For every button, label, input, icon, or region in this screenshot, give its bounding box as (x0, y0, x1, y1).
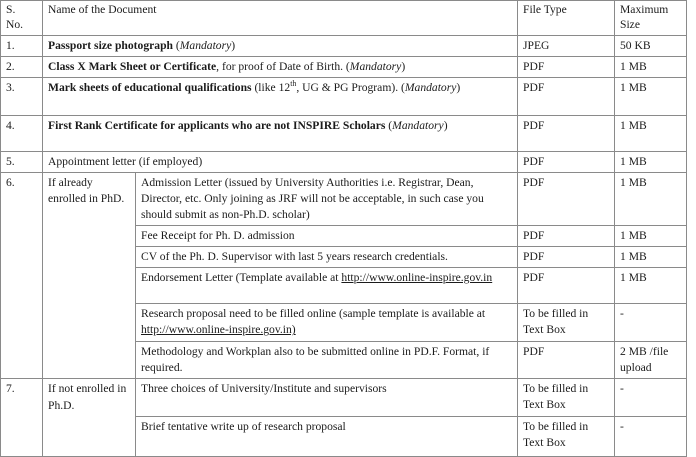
inspire-portal-link[interactable]: http://www.online-inspire.gov.in (341, 271, 493, 285)
row-max-size: 1 MB (615, 151, 687, 172)
row-category-label: If already enrolled in PhD. (43, 172, 136, 379)
subrow-document-name (136, 268, 518, 304)
row-file-type: JPEG (518, 35, 615, 56)
row-file-type: PDF (518, 56, 615, 77)
row-serial-number: 3. (1, 77, 43, 115)
file-type-line-1: To be filled in (523, 307, 589, 321)
document-name-tail: ) (231, 38, 236, 52)
subrow-document-name (136, 304, 518, 341)
table-row (1, 35, 687, 56)
subrow-max-size: 1 MB (615, 268, 687, 304)
endorsement-text: Endorsement Letter (Template available at (141, 271, 342, 285)
subrow-file-type: PDF (518, 247, 615, 268)
row-max-size: 50 KB (615, 35, 687, 56)
document-name-rest: , for proof of Date of Birth. ( (216, 59, 350, 73)
column-header-document-name: Name of the Document (43, 1, 518, 36)
ordinal-superscript: th (290, 78, 297, 88)
document-name-bold: Passport size photograph (48, 38, 173, 52)
subrow-max-size: - (615, 379, 687, 417)
header-row (1, 1, 687, 36)
file-type-line-1: To be filled in (523, 382, 589, 396)
row-serial-number: 7. (1, 379, 43, 457)
table-row (1, 115, 687, 151)
column-header-maximum-size (615, 1, 687, 36)
document-name-tail: ) (401, 59, 406, 73)
inspire-portal-link[interactable]: http://www.online-inspire.gov.in) (141, 323, 296, 337)
subrow-file-type: PDF (518, 172, 615, 226)
max-size-header-line-1: Maximum (620, 3, 669, 16)
document-name-rest: ( (385, 118, 393, 132)
subrow-max-size: - (615, 417, 687, 457)
subrow-max-size: - (615, 304, 687, 341)
row-max-size: 1 MB (615, 56, 687, 77)
max-size-line-2: upload (620, 360, 652, 374)
document-name-tail: ) (443, 118, 448, 132)
subrow-document-name: CV of the Ph. D. Supervisor with last 5 years research credentials. (136, 247, 518, 268)
mandatory-marker: Mandatory (404, 80, 457, 94)
mandatory-marker: Mandatory (179, 38, 232, 52)
subrow-file-type (518, 304, 615, 341)
row-document-name (43, 56, 518, 77)
row-document-name (43, 115, 518, 151)
max-size-header-line-2: Size (620, 17, 640, 31)
row-max-size: 1 MB (615, 115, 687, 151)
file-type-line-2: Text Box (523, 436, 566, 450)
subrow-document-name: Admission Letter (issued by University Authorities i.e. Registrar, Dean, Director, etc. Only joining as JRF will not be acceptable, in such case you should submit as non-Ph.D. scholar) (136, 172, 518, 226)
row-serial-number: 1. (1, 35, 43, 56)
row-document-name: Appointment letter (if employed) (43, 151, 518, 172)
table-header (1, 1, 687, 36)
subrow-max-size: 1 MB (615, 226, 687, 247)
subrow-max-size (615, 341, 687, 378)
subrow-max-size: 1 MB (615, 172, 687, 226)
document-name-rest: (like 12 (251, 80, 291, 94)
row-serial-number: 2. (1, 56, 43, 77)
table-row (1, 56, 687, 77)
subrow-document-name: Fee Receipt for Ph. D. admission (136, 226, 518, 247)
column-header-file-type: File Type (518, 1, 615, 36)
subrow-document-name: Brief tentative write up of research proposal (136, 417, 518, 457)
document-name-tail: ) (456, 80, 461, 94)
subrow-document-name: Methodology and Workplan also to be submitted online in PD.F. Format, if required. (136, 341, 518, 378)
row-serial-number: 4. (1, 115, 43, 151)
row-document-name (43, 35, 518, 56)
research-proposal-text: Research proposal need to be filled online (sample template is available at (141, 307, 486, 321)
file-type-line-2: Text Box (523, 398, 566, 412)
table-row (1, 77, 687, 115)
document-name-bold: Mark sheets of educational qualifications (48, 80, 252, 94)
column-header-serial-number (1, 1, 43, 36)
table-body (1, 35, 687, 456)
table-row (1, 151, 687, 172)
row-serial-number: 6. (1, 172, 43, 379)
subrow-file-type (518, 417, 615, 457)
document-name-rest: ( (172, 38, 180, 52)
row-file-type: PDF (518, 77, 615, 115)
row-file-type: PDF (518, 151, 615, 172)
mandatory-marker: Mandatory (349, 59, 402, 73)
max-size-line-1: 2 MB /file (620, 344, 669, 358)
row-max-size: 1 MB (615, 77, 687, 115)
table-row (1, 172, 687, 226)
file-type-line-2: Text Box (523, 323, 566, 337)
subrow-document-name: Three choices of University/Institute and supervisors (136, 379, 518, 417)
row-serial-number: 5. (1, 151, 43, 172)
subrow-file-type: PDF (518, 341, 615, 378)
row-category-label: If not enrolled in Ph.D. (43, 379, 136, 457)
subrow-file-type: PDF (518, 268, 615, 304)
subrow-max-size: 1 MB (615, 247, 687, 268)
document-name-rest-2: , UG & PG Program). ( (296, 80, 405, 94)
table-row (1, 379, 687, 417)
document-name-bold: First Rank Certificate for applicants who are not INSPIRE Scholars (48, 118, 386, 132)
mandatory-marker: Mandatory (392, 118, 444, 132)
subrow-file-type (518, 379, 615, 417)
serial-header-line-2: No. (6, 17, 24, 31)
row-document-name (43, 77, 518, 115)
serial-header-line-1: S. (6, 3, 16, 16)
row-file-type: PDF (518, 115, 615, 151)
file-type-line-1: To be filled in (523, 420, 589, 434)
document-name-bold: Class X Mark Sheet or Certificate (48, 59, 217, 73)
subrow-file-type: PDF (518, 226, 615, 247)
